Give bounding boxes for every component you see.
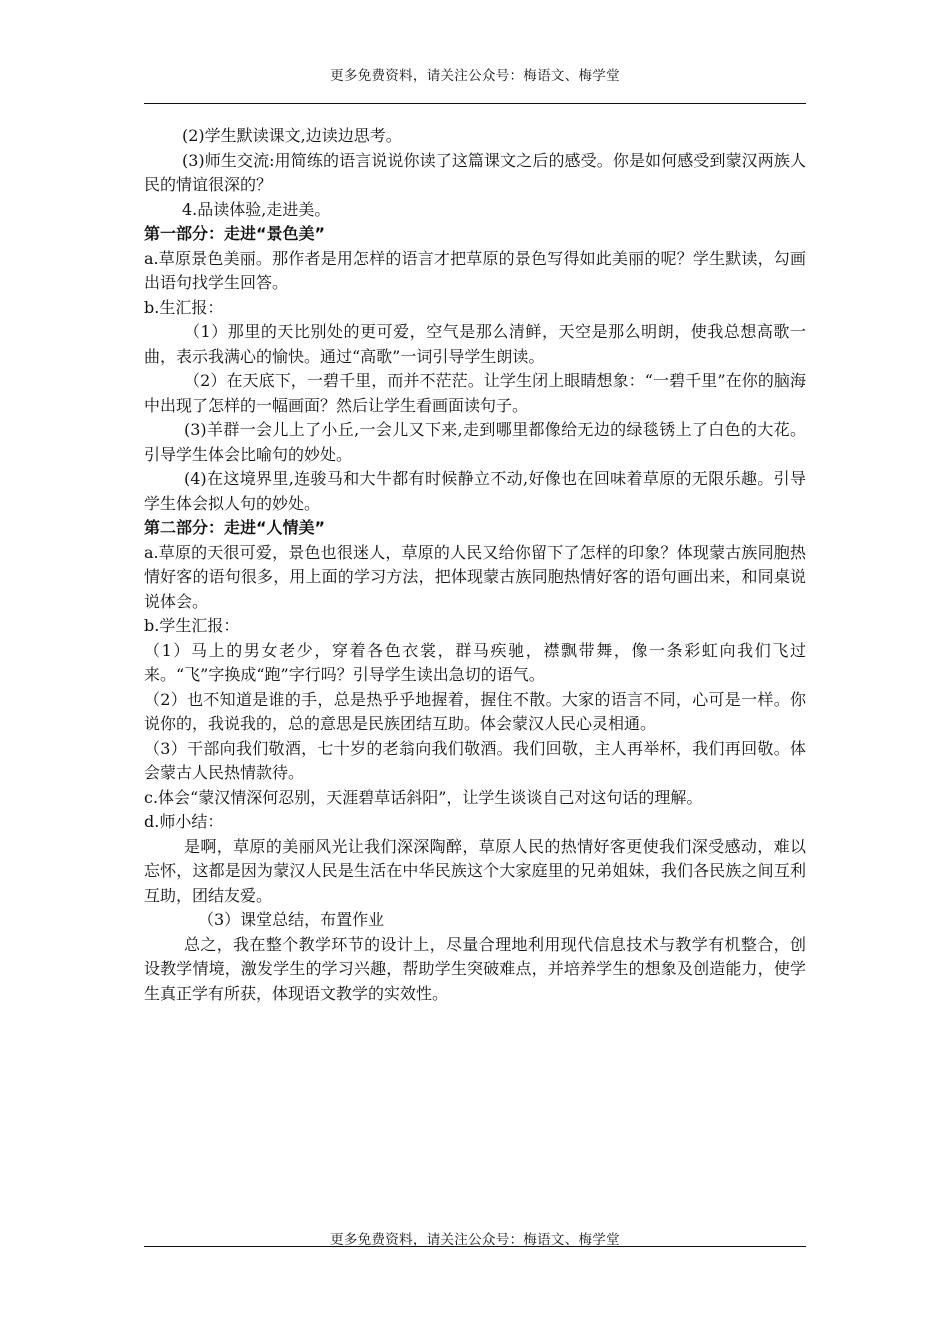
document-body bbox=[144, 124, 806, 1006]
paragraph: d.师小结： bbox=[144, 812, 224, 831]
paragraph: 4.品读体验,走进美。 bbox=[182, 199, 331, 219]
section-heading: 第二部分：走进“人情美” bbox=[144, 518, 326, 537]
paragraph: (2)学生默读课文,边读边思考。 bbox=[182, 126, 402, 145]
paragraph: a.草原景色美丽。那作者是用怎样的语言才把草原的景色写得如此美丽的呢？学生默读，勾画出语句找学生回答。 bbox=[144, 248, 806, 292]
paragraph: 总之，我在整个教学环节的设计上，尽量合理地利用现代信息技术与教学有机整合，创设教学情境，激发学生的学习兴趣，帮助学生突破难点，并培养学生的想象及创造能力，使学生真正学有所获，体现语文教学的实效性。 bbox=[144, 934, 806, 1003]
header-rule bbox=[144, 103, 806, 104]
paragraph: （3）干部向我们敬酒，七十岁的老翁向我们敬酒。我们回敬，主人再举杯，我们再回敬。体会蒙古人民热情款待。 bbox=[144, 738, 806, 782]
footer-rule bbox=[144, 1246, 806, 1247]
page-footer: 更多免费资料，请关注公众号：梅语文、梅学堂 bbox=[330, 1232, 620, 1248]
paragraph: （3）课堂总结，布置作业 bbox=[198, 910, 385, 929]
paragraph: b.生汇报： bbox=[144, 297, 224, 317]
paragraph: c.体会“蒙汉情深何忍别，天涯碧草话斜阳”，让学生谈谈自己对这句话的理解。 bbox=[144, 787, 703, 807]
paragraph: （1）马上的男女老少，穿着各色衣裳，群马疾驰，襟飘带舞，像一条彩虹向我们飞过来。“飞”字换成“跑”字行吗？引导学生读出急切的语气。 bbox=[144, 640, 806, 684]
paragraph: (4)在这境界里,连骏马和大牛都有时候静立不动,好像也在回味着草原的无限乐趣。引导学生体会拟人句的妙处。 bbox=[144, 469, 806, 513]
paragraph: 是啊，草原的美丽风光让我们深深陶醉，草原人民的热情好客更使我们深受感动，难以忘怀，这都是因为蒙汉人民是生活在中华民族这个大家庭里的兄弟姐妹，我们各民族之间互利互助，团结友爱。 bbox=[144, 836, 806, 905]
paragraph: b.学生汇报： bbox=[144, 616, 240, 635]
paragraph: （1）那里的天比别处的更可爱，空气是那么清鲜，天空是那么明朗，使我总想高歌一曲，表示我满心的愉快。通过“高歌”一词引导学生朗读。 bbox=[144, 322, 806, 366]
page-header: 更多免费资料，请关注公众号：梅语文、梅学堂 bbox=[330, 68, 620, 84]
paragraph: (3)羊群一会儿上了小丘,一会儿又下来,走到哪里都像给无边的绿毯锈上了白色的大花。引导学生体会比喻句的妙处。 bbox=[144, 420, 806, 464]
paragraph: a.草原的天很可爱，景色也很迷人，草原的人民又给你留下了怎样的印象？体现蒙古族同胞热情好客的语句很多，用上面的学习方法，把体现蒙古族同胞热情好客的语句画出来，和同桌说说体会。 bbox=[144, 542, 806, 611]
paragraph: （2）在天底下，一碧千里，而并不茫茫。让学生闭上眼睛想象：“一碧千里”在你的脑海中出现了怎样的一幅画面？然后让学生看画面读句子。 bbox=[144, 371, 806, 415]
paragraph: （2）也不知道是谁的手，总是热乎乎地握着，握住不散。大家的语言不同，心可是一样。你说你的，我说我的，总的意思是民族团结互助。体会蒙汉人民心灵相通。 bbox=[144, 689, 806, 733]
paragraph: (3)师生交流:用简练的语言说说你读了这篇课文之后的感受。你是如何感受到蒙汉两族人民的情谊很深的？ bbox=[144, 150, 806, 194]
section-heading: 第一部分：走进“景色美” bbox=[144, 224, 326, 243]
